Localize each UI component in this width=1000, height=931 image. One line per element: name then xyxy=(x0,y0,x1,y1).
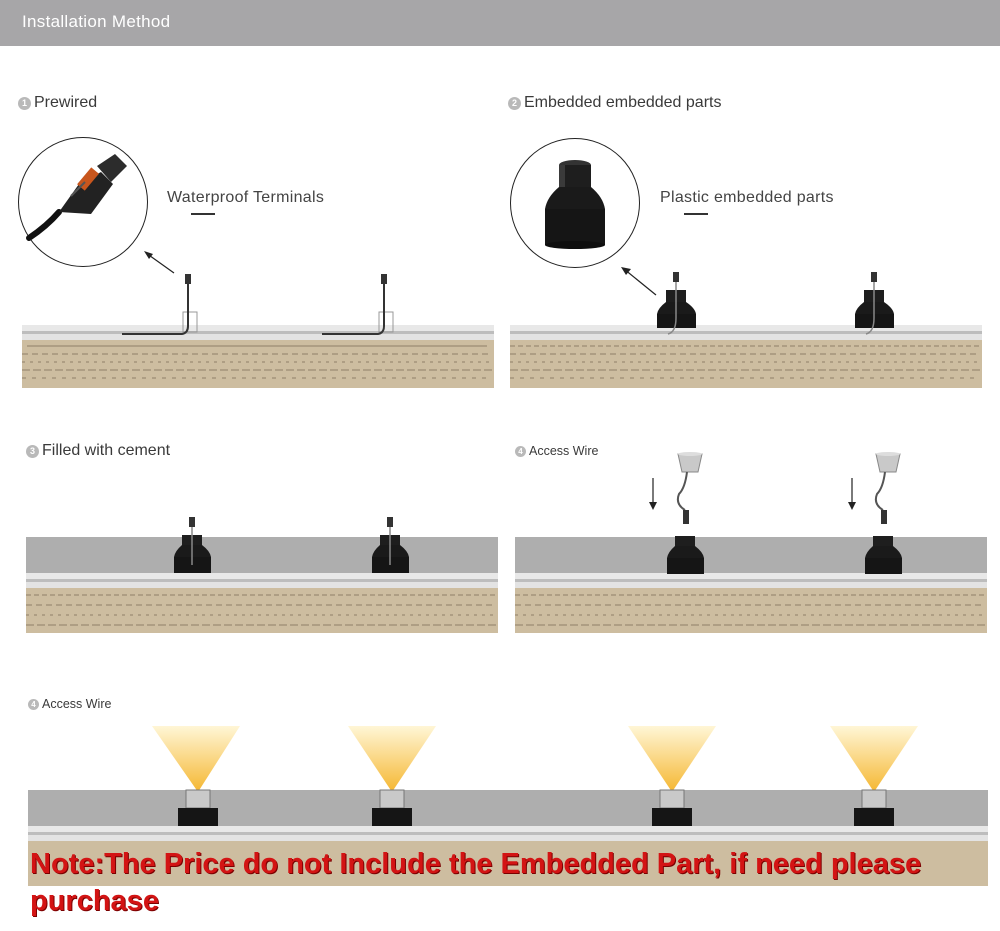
callout-underline xyxy=(684,213,708,215)
waterproof-terminals-callout xyxy=(167,189,324,207)
step-number-badge: 3 xyxy=(26,445,39,458)
step-title: Prewired xyxy=(34,94,98,111)
step-title: Filled with cement xyxy=(42,442,171,459)
light-beam-1 xyxy=(152,726,240,792)
step-number-badge: 2 xyxy=(508,97,521,110)
step-2-label xyxy=(508,94,721,112)
callout-underline xyxy=(191,213,215,215)
step-5-label xyxy=(28,697,111,711)
light-beam-3 xyxy=(628,726,716,792)
step-1-label xyxy=(18,94,97,112)
access-wire-scene xyxy=(515,450,987,633)
callout-text: Plastic embedded parts xyxy=(660,189,834,206)
step-number-badge: 4 xyxy=(515,446,526,457)
step-number-badge: 1 xyxy=(18,97,31,110)
embedded-part-2 xyxy=(855,272,894,334)
step-3-label xyxy=(26,442,170,460)
step-number-badge: 4 xyxy=(28,699,39,710)
page-title: Installation Method xyxy=(22,12,171,31)
light-beam-4 xyxy=(830,726,918,792)
cement-scene xyxy=(26,513,498,633)
price-note: Note:The Price do not Include the Embedded Part, if need please purchase xyxy=(30,848,922,917)
embedded-parts-scene xyxy=(510,248,982,388)
step-title: Embedded embedded parts xyxy=(524,94,722,111)
embedded-part-1 xyxy=(657,272,696,334)
waterproof-connector-icon xyxy=(19,138,147,266)
step-title: Access Wire xyxy=(529,444,599,458)
light-beam-2 xyxy=(348,726,436,792)
step-title: Access Wire xyxy=(42,697,112,711)
header-bar xyxy=(0,0,1000,46)
callout-text: Waterproof Terminals xyxy=(167,189,325,206)
light-fixture-2 xyxy=(865,452,902,574)
prewired-scene xyxy=(22,248,494,388)
plastic-parts-callout xyxy=(660,189,834,207)
light-fixture-1 xyxy=(667,452,704,574)
